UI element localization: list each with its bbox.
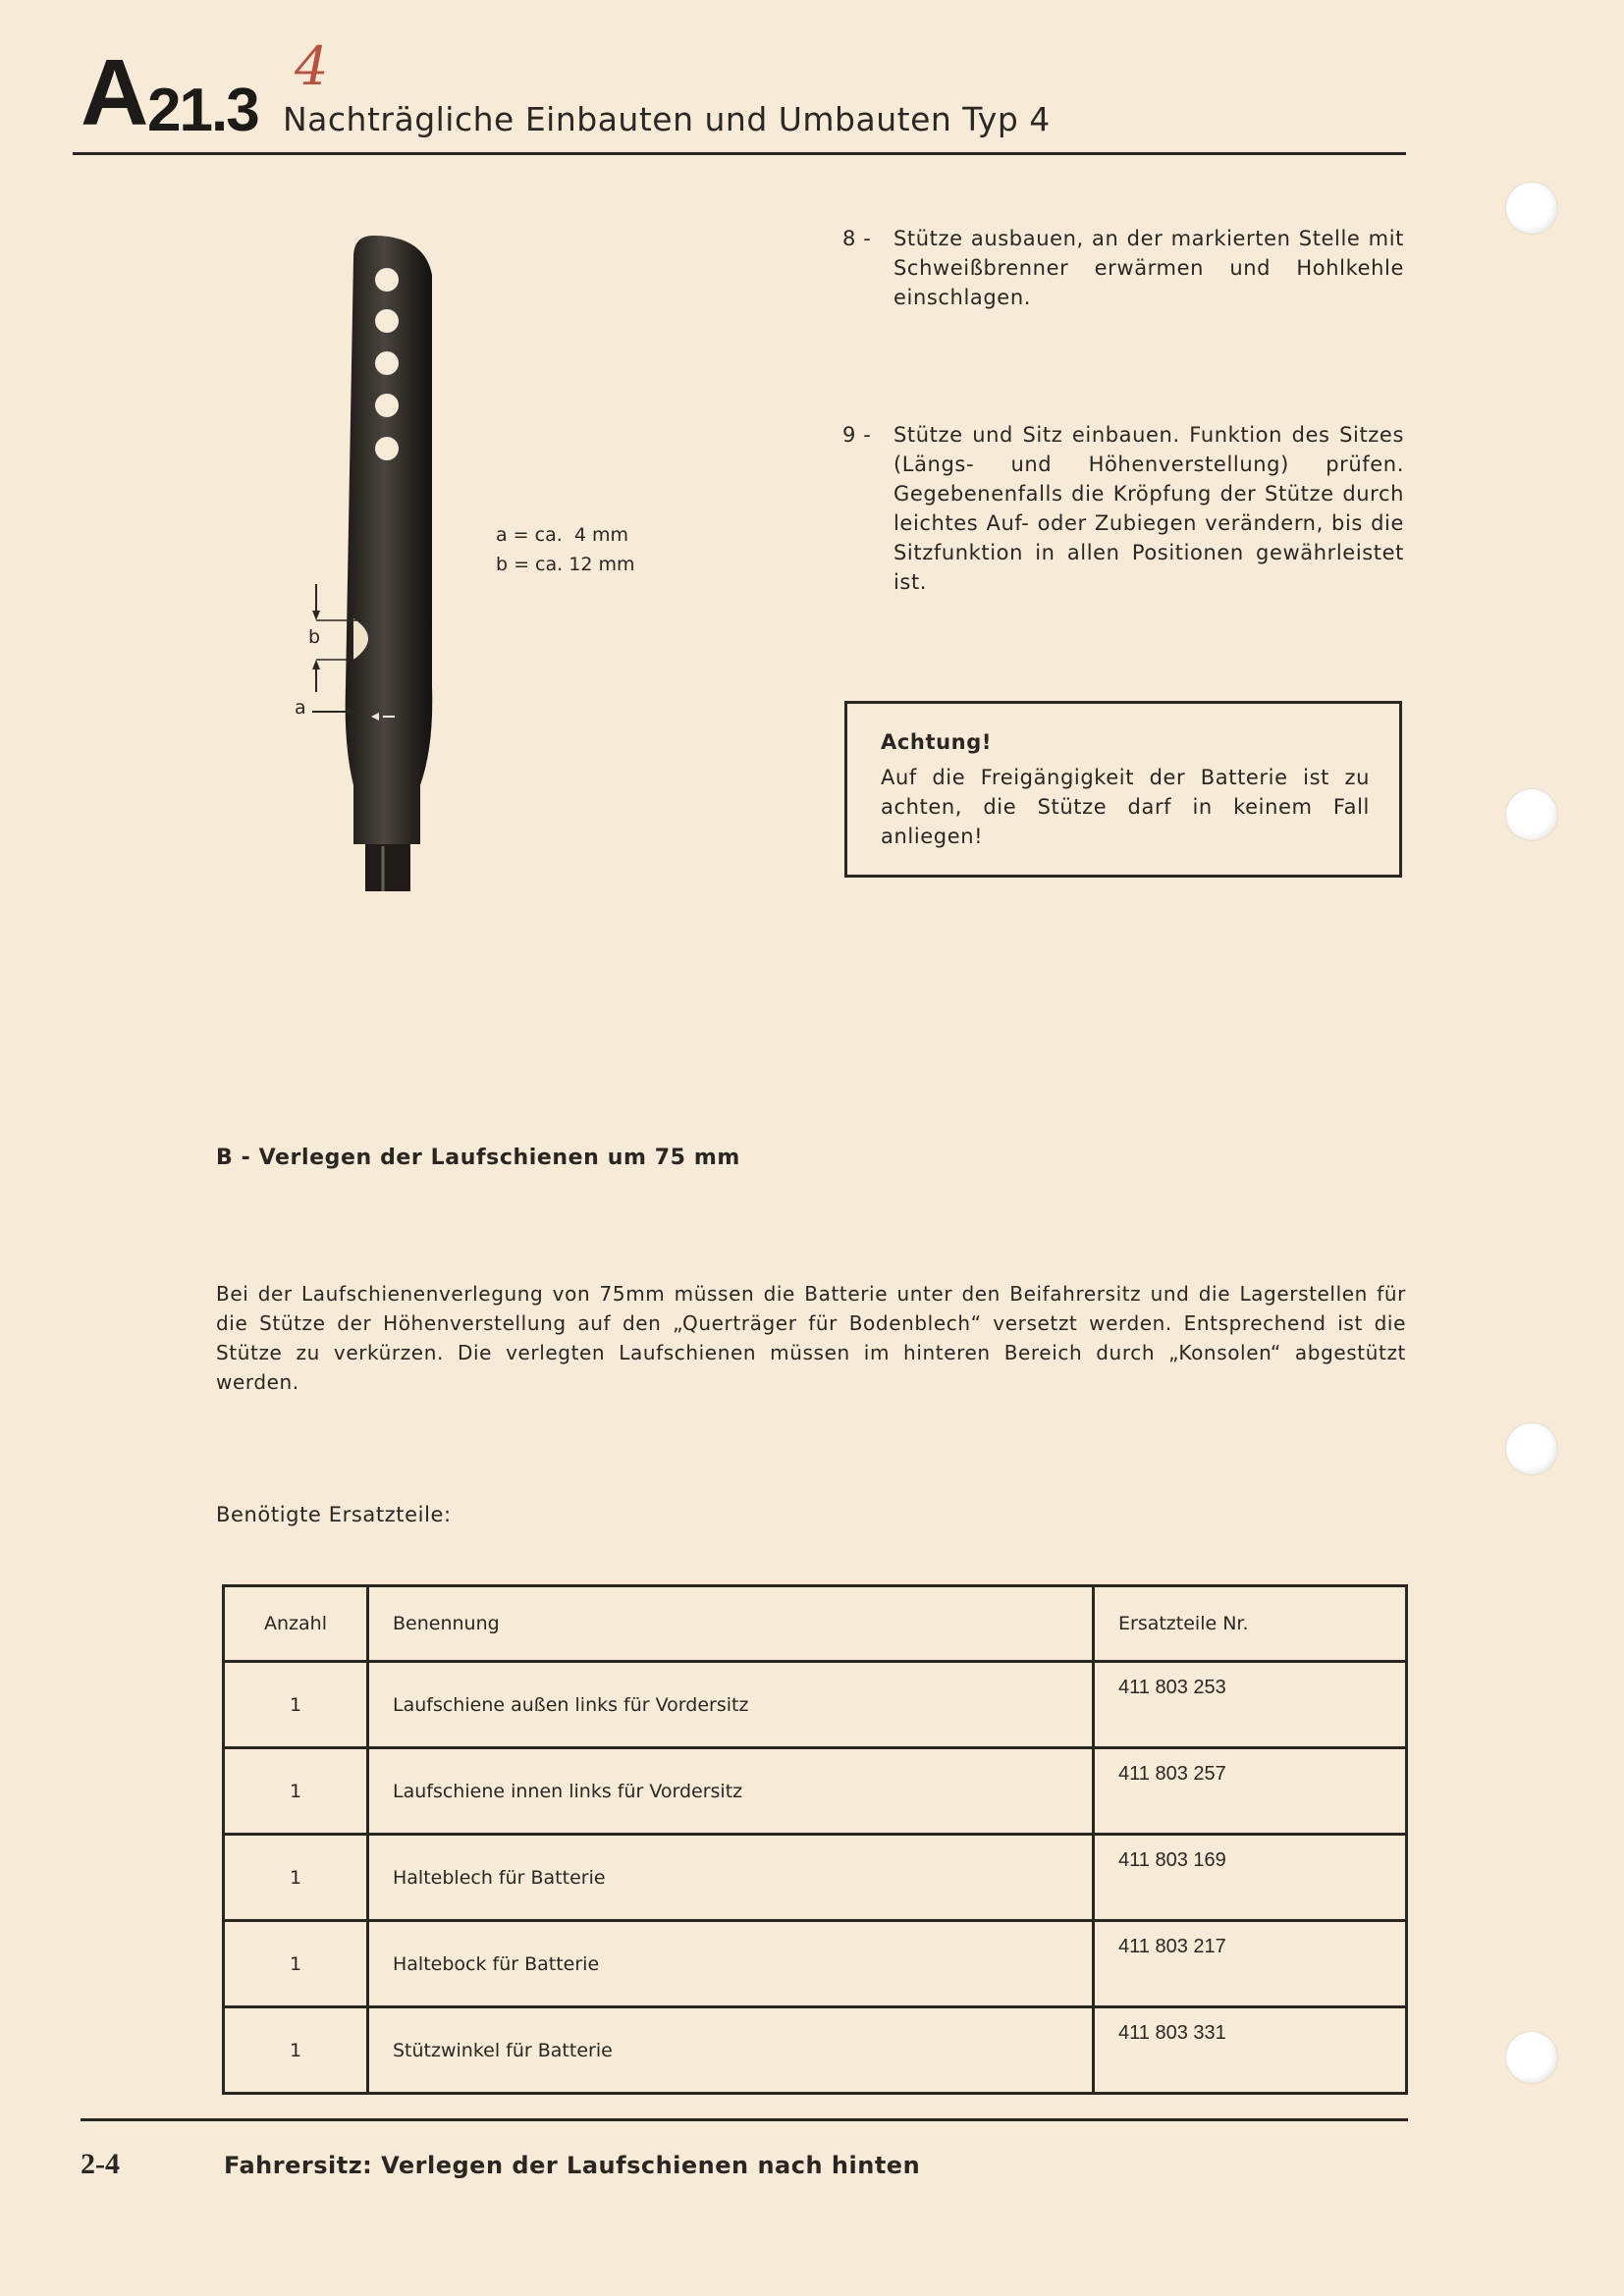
dimension-label-b: b: [308, 626, 321, 648]
step-8-number: 8 -: [842, 227, 872, 250]
name-cell: Halteblech für Batterie: [368, 1835, 1094, 1921]
footer-page-number: 2-4: [81, 2148, 120, 2180]
column-header-qty: Anzahl: [224, 1586, 368, 1662]
step-9-text: Stütze und Sitz einbauen. Funktion des Sitzes (Längs- und Höhenverstellung) prüfen. Gegebenenfalls die Kröpfung der Stütze durch leichtes Auf- oder Zubiegen verändern, bis die Sitzfunktion in allen Positionen gewährleistet ist.: [893, 423, 1404, 594]
step-9: [842, 420, 1404, 597]
section-number: 21.3: [147, 77, 258, 144]
part-no-cell: 411 803 257: [1094, 1748, 1407, 1835]
part-no-cell: 411 803 253: [1094, 1662, 1407, 1748]
page-title: Nachträgliche Einbauten und Umbauten Typ 4: [283, 100, 1051, 138]
punch-hole-1: [1506, 183, 1557, 234]
qty-cell: 1: [224, 1748, 368, 1835]
step-9-number: 9 -: [842, 423, 872, 447]
handwritten-note: 4: [295, 35, 329, 97]
parts-table: [222, 1584, 1408, 2095]
page-header: [81, 35, 1406, 162]
qty-cell: 1: [224, 1835, 368, 1921]
seat-support-drawing: [285, 236, 481, 893]
caution-box: [844, 701, 1402, 878]
column-header-name: Benennung: [368, 1586, 1094, 1662]
parts-label: Benötigte Ersatzteile:: [216, 1503, 452, 1526]
dimension-label-a: a: [295, 697, 306, 719]
name-cell: Laufschiene außen links für Vordersitz: [368, 1662, 1094, 1748]
step-8: [842, 224, 1404, 312]
part-no-cell: 411 803 217: [1094, 1921, 1407, 2007]
qty-cell: 1: [224, 2007, 368, 2094]
footer-title: Fahrersitz: Verlegen der Laufschienen nach hinten: [224, 2152, 921, 2179]
section-b-heading: B - Verlegen der Laufschienen um 75 mm: [216, 1146, 740, 1170]
column-header-part-no: Ersatzteile Nr.: [1094, 1586, 1407, 1662]
caution-title: Achtung!: [881, 730, 992, 754]
step-8-text: Stütze ausbauen, an der markierten Stelle mit Schweißbrenner erwärmen und Hohlkehle einschlagen.: [893, 227, 1404, 309]
table-header-row: [224, 1586, 1407, 1662]
name-cell: Stützwinkel für Batterie: [368, 2007, 1094, 2094]
qty-cell: 1: [224, 1921, 368, 2007]
part-no-cell: 411 803 169: [1094, 1835, 1407, 1921]
dimension-values: [496, 520, 634, 579]
table-row: [224, 1835, 1407, 1921]
header-rule: [73, 152, 1406, 155]
section-letter: A: [81, 40, 149, 145]
part-no-cell: 411 803 331: [1094, 2007, 1407, 2094]
punch-hole-3: [1506, 1423, 1557, 1474]
table-row: [224, 2007, 1407, 2094]
bracket-figure: [285, 236, 481, 893]
name-cell: Laufschiene innen links für Vordersitz: [368, 1748, 1094, 1835]
table-row: [224, 1662, 1407, 1748]
caution-text: Auf die Freigängigkeit der Batterie ist zu achten, die Stütze darf in keinem Fall anliegen!: [881, 766, 1370, 848]
dimension-a-value: a = ca. 4 mm: [496, 524, 628, 546]
footer-rule: [81, 2118, 1408, 2121]
section-b-paragraph: Bei der Laufschienenverlegung von 75mm müssen die Batterie unter den Beifahrersitz und die Lagerstellen für die Stütze der Höhenverstellung auf den „Querträger für Bodenblech“ versetzt werden. Entsprechend ist die Stütze zu verkürzen. Die verlegten Laufschienen müssen im hinteren Bereich durch „Konsolen“ abgestützt werden.: [216, 1282, 1406, 1394]
table-row: [224, 1921, 1407, 2007]
name-cell: Haltebock für Batterie: [368, 1921, 1094, 2007]
punch-hole-4: [1506, 2032, 1557, 2083]
punch-hole-2: [1506, 789, 1557, 840]
qty-cell: 1: [224, 1662, 368, 1748]
dimension-b-value: b = ca. 12 mm: [496, 554, 635, 575]
table-row: [224, 1748, 1407, 1835]
